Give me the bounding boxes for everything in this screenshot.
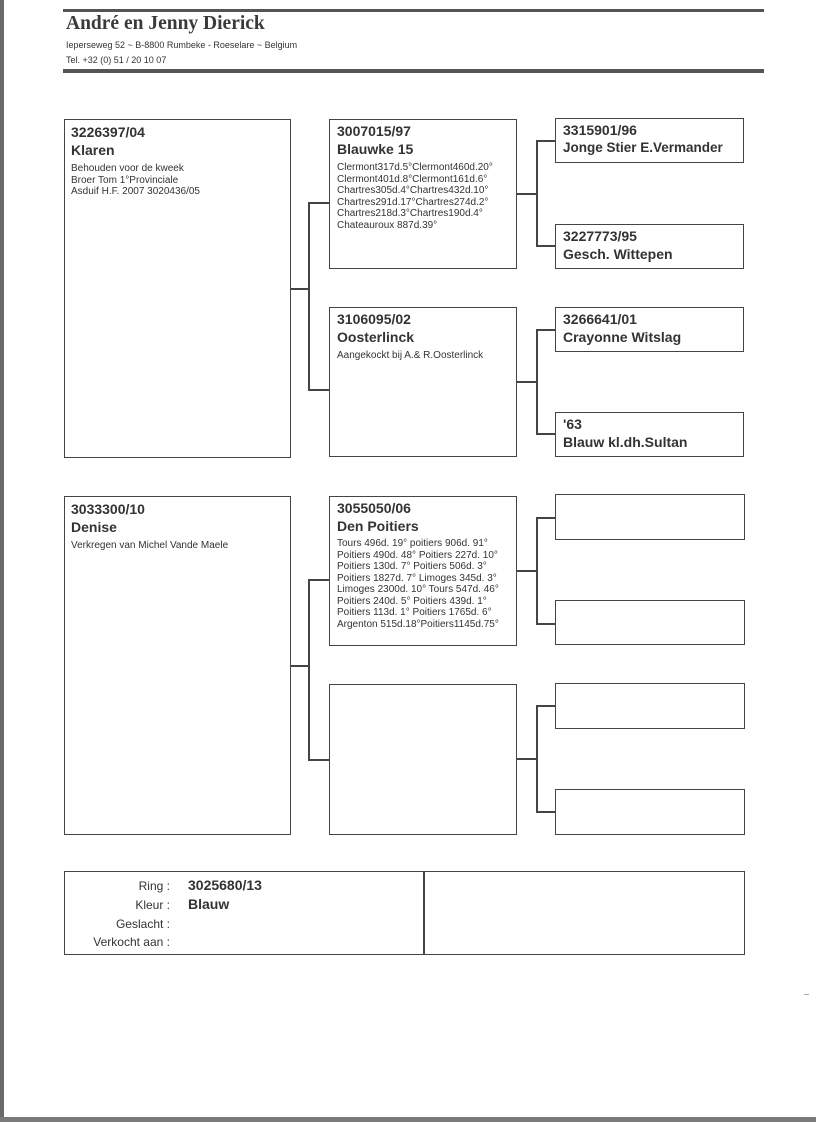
connector bbox=[517, 381, 537, 383]
scan-bottom-edge bbox=[0, 1117, 816, 1122]
sire-dam-ring: 3106095/02 bbox=[337, 311, 411, 327]
dam-ring: 3033300/10 bbox=[71, 501, 145, 517]
note-line: Asduif H.F. 2007 3020436/05 bbox=[71, 186, 200, 197]
sire-card bbox=[64, 119, 291, 458]
connector bbox=[517, 193, 537, 195]
connector bbox=[536, 705, 538, 812]
pigeon-name: Crayonne Witslag bbox=[563, 329, 682, 345]
note-line: Chateauroux 887d.39° bbox=[337, 219, 438, 231]
note-line: Aangekockt bij A.& R.Oosterlinck bbox=[337, 350, 484, 361]
note-line: Poitiers 130d. 7° Poitiers 506d. 3° bbox=[337, 561, 487, 572]
note-line: Broer Tom 1°Provinciale bbox=[71, 174, 179, 186]
connector bbox=[517, 570, 537, 572]
connector bbox=[536, 517, 538, 624]
sire-sire-name: Blauwke 15 bbox=[337, 141, 414, 157]
sire-dam-card bbox=[329, 307, 517, 457]
connector bbox=[517, 758, 537, 760]
connector bbox=[536, 811, 556, 813]
note-line: Poitiers 1827d. 7° Limoges 345d. 3° bbox=[337, 572, 497, 584]
dam-sire-sire-card bbox=[555, 494, 745, 540]
connector bbox=[536, 329, 538, 434]
sire-dam-sire-card bbox=[555, 307, 744, 352]
dam-sire-name: Den Poitiers bbox=[337, 518, 419, 534]
scan-speck bbox=[804, 994, 809, 995]
note-line: Verkregen van Michel Vande Maele bbox=[71, 540, 229, 551]
note-line: Poitiers 113d. 1° Poitiers 1765d. 6° bbox=[337, 607, 492, 618]
connector bbox=[536, 329, 556, 331]
note-line: Behouden voor de kweek bbox=[71, 163, 184, 174]
sire-notes bbox=[71, 163, 284, 198]
header-bottom-rule bbox=[63, 69, 764, 73]
pigeon-name: Jonge Stier E.Vermander bbox=[563, 140, 723, 155]
dam-sire-card bbox=[329, 496, 517, 646]
color-label: Kleur : bbox=[135, 898, 170, 912]
connector bbox=[291, 665, 309, 667]
connector bbox=[308, 579, 329, 581]
ring-label: Ring : bbox=[138, 879, 170, 893]
color-value: Blauw bbox=[188, 896, 230, 912]
sire-sire-sire-card bbox=[555, 118, 744, 163]
connector bbox=[308, 202, 329, 204]
sire-ring: 3226397/04 bbox=[71, 124, 145, 140]
dam-dam-sire-card bbox=[555, 683, 745, 729]
connector bbox=[308, 202, 310, 390]
info-divider bbox=[423, 872, 425, 954]
pigeon-info-box bbox=[64, 871, 745, 955]
header-top-rule bbox=[63, 9, 764, 12]
dam-sire-ring: 3055050/06 bbox=[337, 500, 411, 516]
note-line: Limoges 2300d. 10° Tours 547d. 46° bbox=[337, 584, 499, 595]
ring-number: 3266641/01 bbox=[563, 311, 637, 327]
note-line: Poitiers 240d. 5° Poitiers 439d. 1° bbox=[337, 595, 487, 607]
sire-dam-notes bbox=[337, 350, 509, 362]
ring-number: 3315901/96 bbox=[563, 122, 637, 138]
note-line: Argenton 515d.18°Poitiers1145d.75° bbox=[337, 618, 499, 630]
ring-value: 3025680/13 bbox=[188, 877, 262, 893]
sold-to-label: Verkocht aan : bbox=[93, 935, 170, 949]
sire-sire-ring: 3007015/97 bbox=[337, 123, 411, 139]
sire-name: Klaren bbox=[71, 142, 115, 158]
dam-dam-dam-card bbox=[555, 789, 745, 835]
sire-sire-dam-card bbox=[555, 224, 744, 269]
connector bbox=[536, 140, 556, 142]
note-line: Tours 496d. 19° poitiers 906d. 91° bbox=[337, 538, 488, 549]
note-line: Clermont401d.8°Clermont161d.6° bbox=[337, 173, 488, 185]
sire-sire-notes bbox=[337, 162, 509, 231]
note-line: Poitiers 490d. 48° Poitiers 227d. 10° bbox=[337, 549, 498, 561]
connector bbox=[536, 140, 538, 246]
sire-dam-name: Oosterlinck bbox=[337, 329, 415, 345]
sire-dam-dam-card bbox=[555, 412, 744, 457]
dam-dam-card bbox=[329, 684, 517, 835]
dam-name: Denise bbox=[71, 519, 117, 535]
sire-sire-card bbox=[329, 119, 517, 269]
breeder-address: Ieperseweg 52 ~ B-8800 Rumbeke - Roeselare ~ Belgium bbox=[66, 40, 298, 50]
pigeon-name: Gesch. Wittepen bbox=[563, 246, 673, 262]
connector bbox=[536, 705, 556, 707]
note-line: Chartres291d.17°Chartres274d.2° bbox=[337, 196, 489, 208]
ring-number: 3227773/95 bbox=[563, 228, 637, 244]
dam-card bbox=[64, 496, 291, 835]
connector bbox=[308, 389, 329, 391]
sex-label: Geslacht : bbox=[115, 917, 170, 931]
breeder-name: André en Jenny Dierick bbox=[66, 13, 265, 34]
pigeon-name: Blauw kl.dh.Sultan bbox=[563, 434, 688, 450]
breeder-phone: Tel. +32 (0) 51 / 20 10 07 bbox=[66, 55, 167, 65]
scan-left-edge bbox=[0, 0, 4, 1122]
connector bbox=[308, 579, 310, 760]
connector bbox=[536, 433, 556, 435]
connector bbox=[536, 517, 556, 519]
dam-sire-dam-card bbox=[555, 600, 745, 645]
connector bbox=[536, 245, 556, 247]
note-line: Chartres218d.3°Chartres190d.4° bbox=[337, 208, 483, 219]
dam-sire-notes bbox=[337, 538, 509, 630]
connector bbox=[536, 623, 556, 625]
note-line: Chartres305d.4°Chartres432d.10° bbox=[337, 185, 489, 196]
dam-notes bbox=[71, 540, 284, 552]
connector bbox=[291, 288, 309, 290]
ring-number: '63 bbox=[563, 416, 582, 432]
note-line: Clermont317d.5°Clermont460d.20° bbox=[337, 162, 493, 173]
connector bbox=[308, 759, 329, 761]
